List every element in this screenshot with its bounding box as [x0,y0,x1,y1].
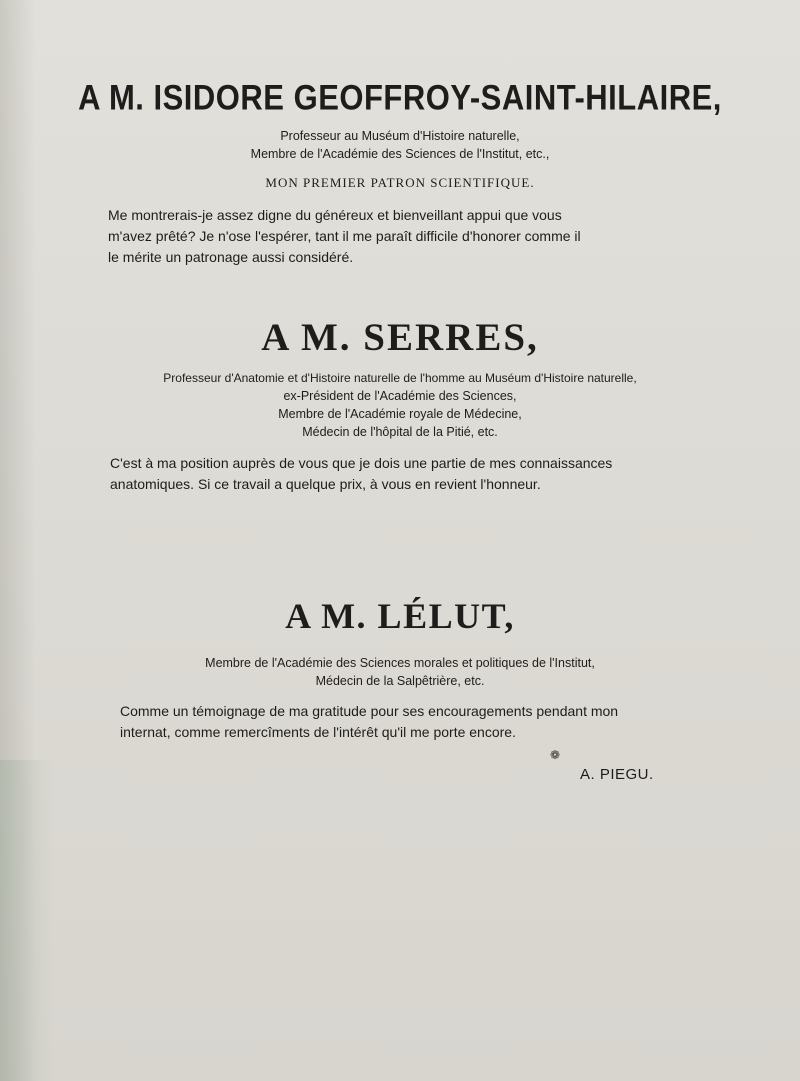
dedication-2-title-3: Membre de l'Académie royale de Médecine, [278,407,522,421]
paragraph-line: anatomiques. Si ce travail a quelque prix, à vous en revient l'honneur. [110,476,541,492]
dedication-1-title-2: Membre de l'Académie des Sciences de l'Institut, etc., [250,147,550,161]
dedication-heading-2: A M. SERRES, [261,316,539,359]
dedication-1-paragraph [108,205,698,268]
dedication-heading-1: A M. ISIDORE GEOFFROY-SAINT-HILAIRE, [78,77,722,118]
paragraph-line: C'est à ma position auprès de vous que je dois une partie de mes connaissances [110,455,613,471]
dedication-3-title-1: Membre de l'Académie des Sciences morales et politiques de l'Institut, [205,656,595,670]
paragraph-line: internat, comme remercîments de l'intérêt qu'il me porte encore. [120,724,516,740]
paragraph-line: le mérite un patronage aussi considéré. [108,249,354,265]
dedication-1-title-1: Professeur au Muséum d'Histoire naturelle, [280,129,520,143]
dedication-heading-3: A M. LÉLUT, [285,596,515,636]
dedication-3-paragraph [120,701,710,743]
ornament-icon: ❁ [550,748,561,762]
dedication-2-paragraph [110,453,710,495]
paragraph-line: m'avez prêté? Je n'ose l'espérer, tant il me paraît difficile d'honorer comme il [108,228,581,244]
page-stain [0,760,55,1081]
dedication-1-subtitle: MON PREMIER PATRON SCIENTIFIQUE. [265,175,535,190]
dedication-2-title-1: Professeur d'Anatomie et d'Histoire naturelle de l'homme au Muséum d'Histoire naturelle, [163,371,637,385]
dedication-2-title-4: Médecin de l'hôpital de la Pitié, etc. [302,425,498,439]
paragraph-line: Me montrerais-je assez digne du généreux et bienveillant appui que vous [108,207,562,223]
paragraph-line: Comme un témoignage de ma gratitude pour ses encouragements pendant mon [120,703,619,719]
dedication-3-title-2: Médecin de la Salpêtrière, etc. [315,674,485,688]
dedication-2-title-2: ex-Président de l'Académie des Sciences, [283,389,517,403]
signature: A. PIEGU. [580,766,654,783]
